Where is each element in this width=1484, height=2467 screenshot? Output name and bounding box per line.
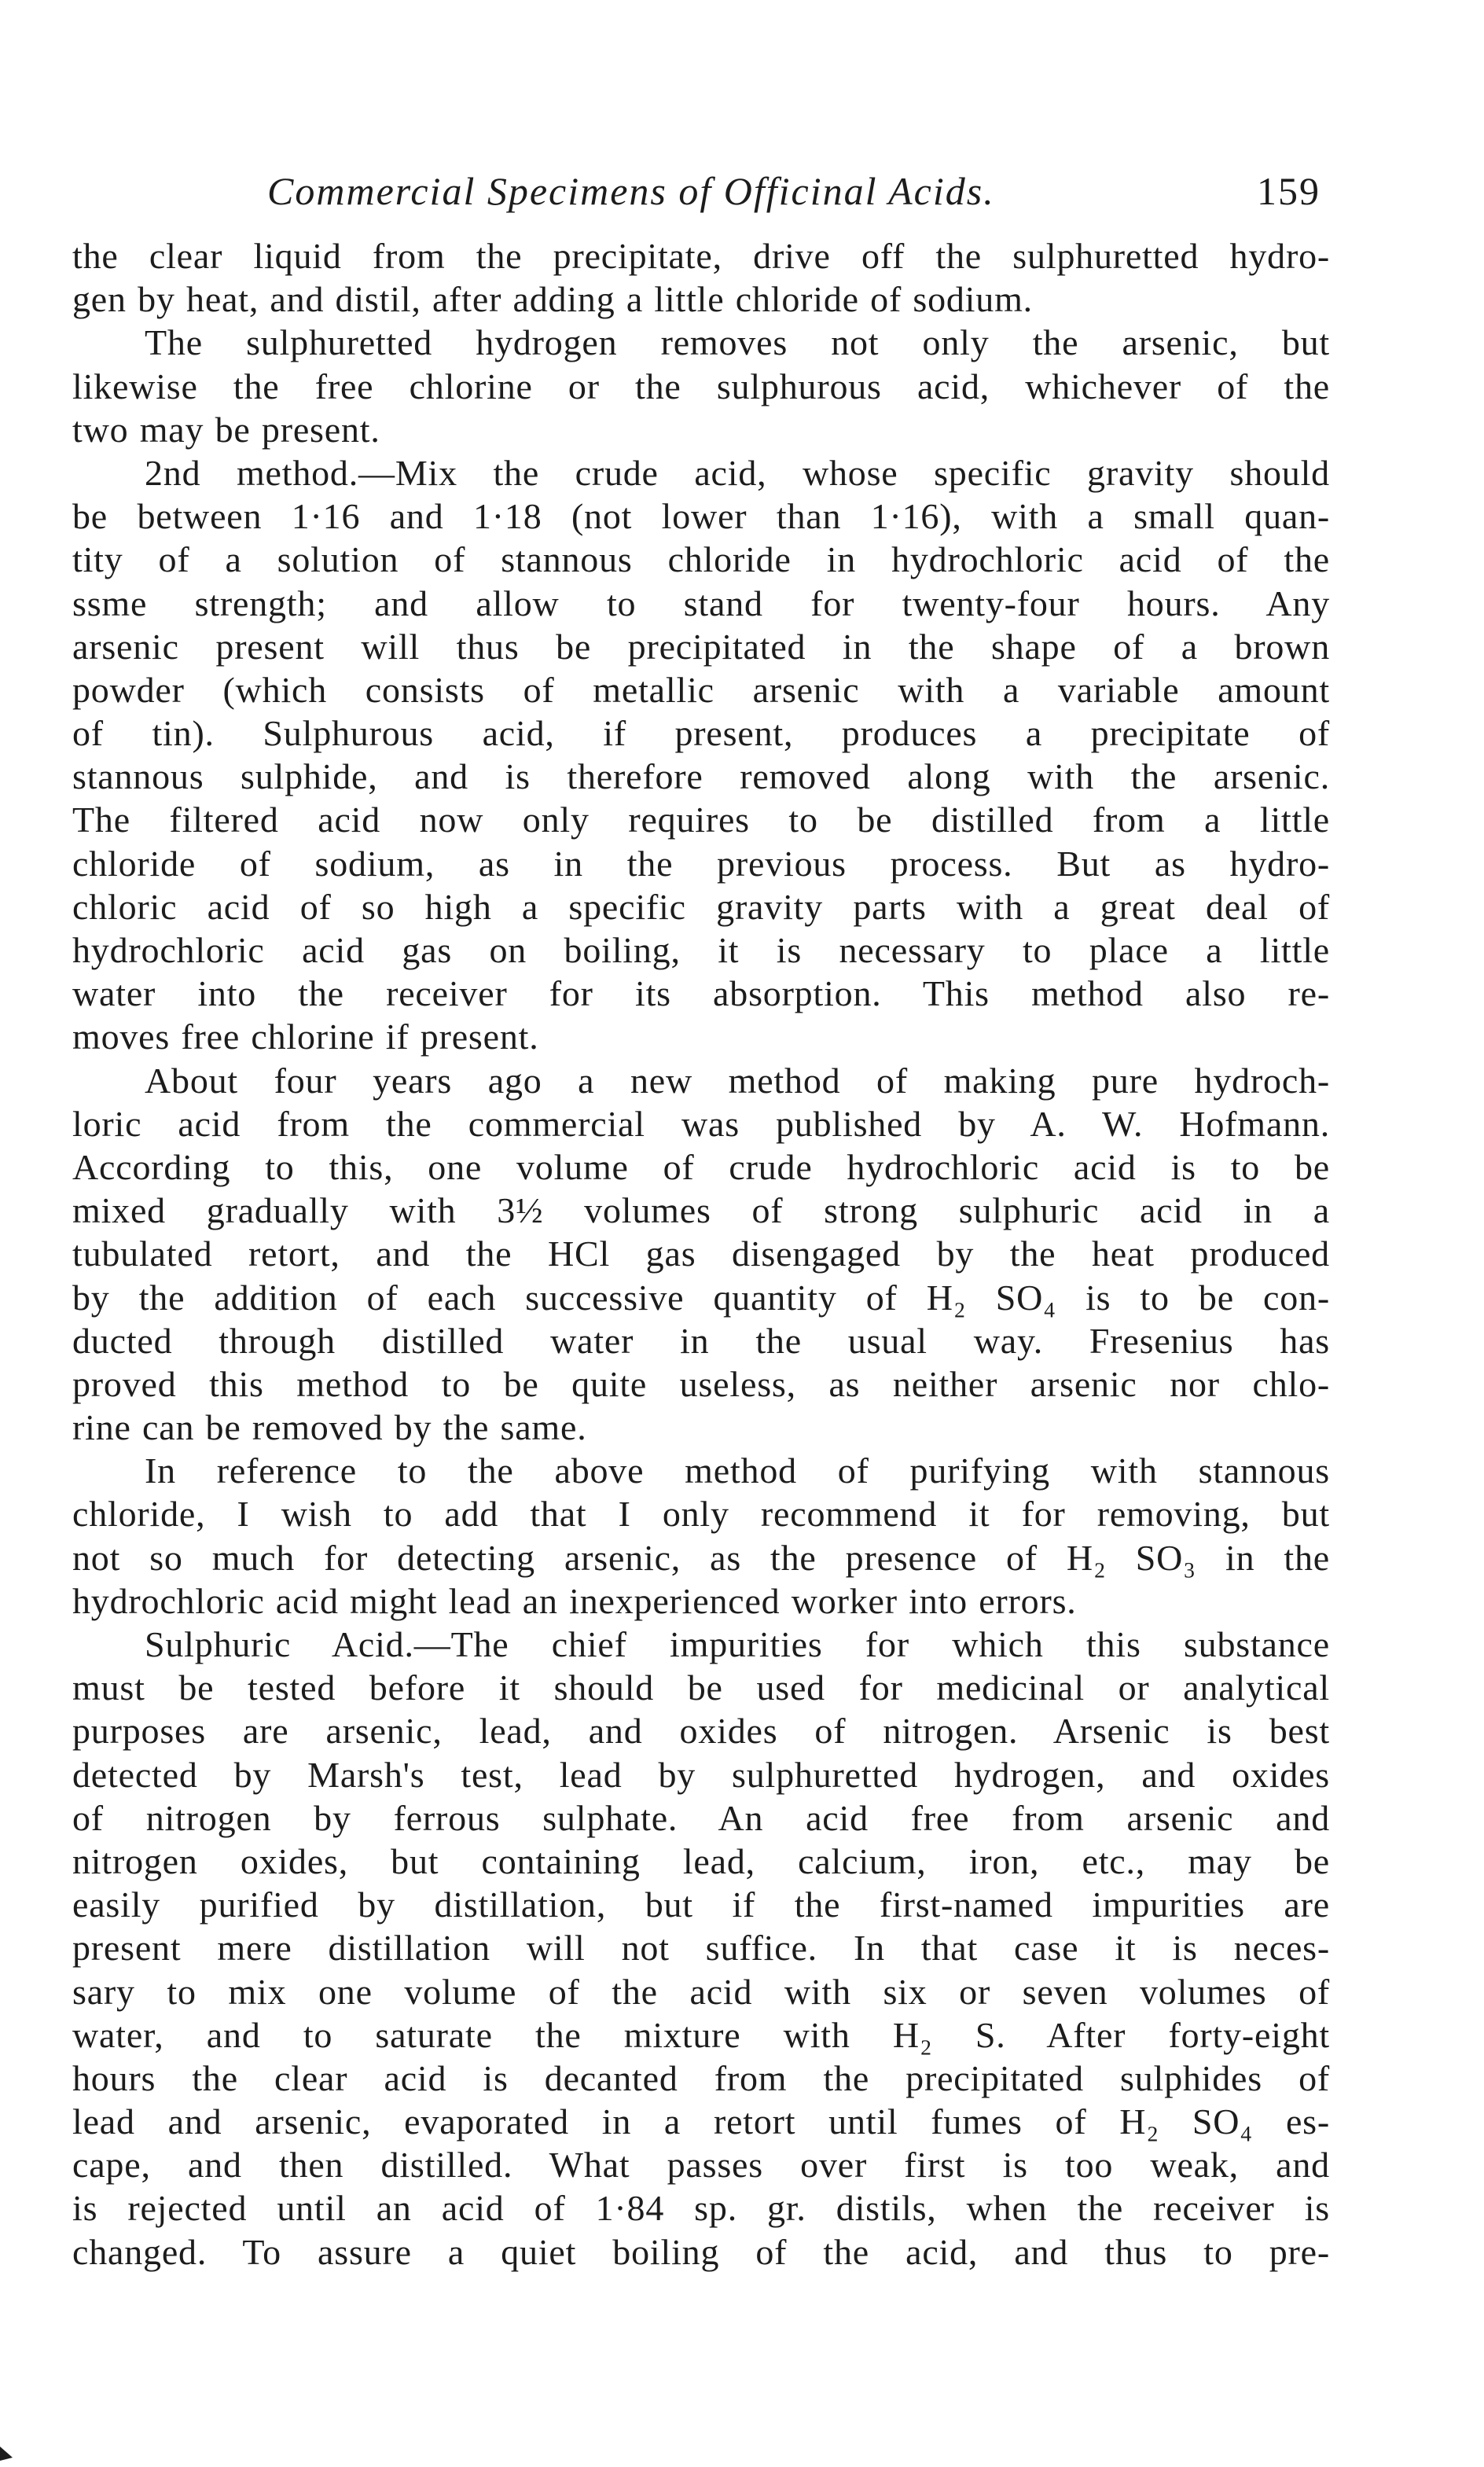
text-line: loric acid from the commercial was published by A. W. Hofmann. <box>72 1103 1330 1144</box>
text-line: ducted through distilled water in the usual way. Fresenius has <box>72 1320 1330 1361</box>
running-title: Commercial Specimens of Officinal Acids. <box>267 169 995 213</box>
text-line: not so much for detecting arsenic, as the presence of H₂ SO₃ in the <box>72 1537 1330 1578</box>
text-line: proved this method to be quite useless, as neither arsenic nor chlo- <box>72 1363 1330 1404</box>
text-line: The sulphuretted hydrogen removes not only the arsenic, but <box>145 322 1330 363</box>
text-line: the clear liquid from the precipitate, drive off the sulphuretted hydro- <box>72 236 1330 276</box>
page-number: 159 <box>1257 169 1321 213</box>
text-line: purposes are arsenic, lead, and oxides of nitrogen. Arsenic is best <box>72 1711 1330 1752</box>
text-line: cape, and then distilled. What passes over first is too weak, and <box>72 2145 1330 2186</box>
text-line: detected by Marsh's test, lead by sulphuretted hydrogen, and oxides <box>72 1754 1330 1795</box>
text-line: tubulated retort, and the HCl gas disengaged by the heat produced <box>72 1234 1330 1274</box>
text-line: About four years ago a new method of making pure hydroch- <box>145 1060 1330 1101</box>
text-line: rine can be removed by the same. <box>72 1407 587 1448</box>
text-line: tity of a solution of stannous chloride in hydrochloric acid of the <box>72 539 1330 580</box>
text-line: arsenic present will thus be precipitated in the shape of a brown <box>72 626 1330 667</box>
text-line: of nitrogen by ferrous sulphate. An acid free from arsenic and <box>72 1797 1330 1838</box>
scan-edge-mark <box>0 2447 13 2461</box>
text-line: powder (which consists of metallic arsenic with a variable amount <box>72 669 1330 710</box>
text-line: water, and to saturate the mixture with H₂ S. After forty-eight <box>72 2014 1330 2055</box>
text-line: by the addition of each successive quantity of H₂ SO₄ is to be con- <box>72 1277 1330 1318</box>
text-line: 2nd method.—Mix the crude acid, whose specific gravity should <box>145 452 1330 493</box>
text-line: Sulphuric Acid.—The chief impurities for which this substance <box>145 1624 1330 1664</box>
running-head <box>267 164 1321 219</box>
text-line: changed. To assure a quiet boiling of the acid, and thus to pre- <box>72 2231 1330 2272</box>
text-line: lead and arsenic, evaporated in a retort until fumes of H₂ SO₄ es- <box>72 2101 1330 2142</box>
text-line: is rejected until an acid of 1·84 sp. gr. distils, when the receiver is <box>72 2188 1330 2229</box>
text-line: nitrogen oxides, but containing lead, calcium, iron, etc., may be <box>72 1840 1330 1881</box>
text-line: hours the clear acid is decanted from the precipitated sulphides of <box>72 2057 1330 2098</box>
text-line: of tin). Sulphurous acid, if present, produces a precipitate of <box>72 713 1330 754</box>
text-line: chloride, I wish to add that I only recommend it for removing, but <box>72 1494 1330 1535</box>
text-line: easily purified by distillation, but if the first-named impurities are <box>72 1884 1330 1925</box>
text-line: likewise the free chlorine or the sulphurous acid, whichever of the <box>72 366 1330 406</box>
text-line: chloric acid of so high a specific gravity parts with a great deal of <box>72 886 1330 927</box>
text-line: sary to mix one volume of the acid with six or seven volumes of <box>72 1971 1330 2012</box>
text-line: stannous sulphide, and is therefore removed along with the arsenic. <box>72 756 1330 797</box>
text-line: mixed gradually with 3½ volumes of strong sulphuric acid in a <box>72 1190 1330 1231</box>
text-line: must be tested before it should be used for medicinal or analytical <box>72 1667 1330 1708</box>
text-line: gen by heat, and distil, after adding a little chloride of sodium. <box>72 279 1033 320</box>
body-text <box>72 234 1330 2274</box>
text-line: In reference to the above method of purifying with stannous <box>145 1450 1330 1491</box>
text-line: ssme strength; and allow to stand for twenty-four hours. Any <box>72 583 1330 623</box>
text-line: present mere distillation will not suffice. In that case it is neces- <box>72 1928 1330 1969</box>
text-line: hydrochloric acid might lead an inexperienced worker into errors. <box>72 1580 1077 1621</box>
text-line: two may be present. <box>72 409 380 450</box>
text-line: chloride of sodium, as in the previous process. But as hydro- <box>72 843 1330 884</box>
text-line: be between 1·16 and 1·18 (not lower than 1·16), with a small quan- <box>72 496 1330 537</box>
text-line: According to this, one volume of crude hydrochloric acid is to be <box>72 1146 1330 1187</box>
text-line: water into the receiver for its absorption. This method also re- <box>72 973 1330 1014</box>
text-line: The filtered acid now only requires to be distilled from a little <box>72 800 1330 840</box>
text-line: moves free chlorine if present. <box>72 1017 539 1057</box>
text-line: hydrochloric acid gas on boiling, it is necessary to place a little <box>72 930 1330 970</box>
